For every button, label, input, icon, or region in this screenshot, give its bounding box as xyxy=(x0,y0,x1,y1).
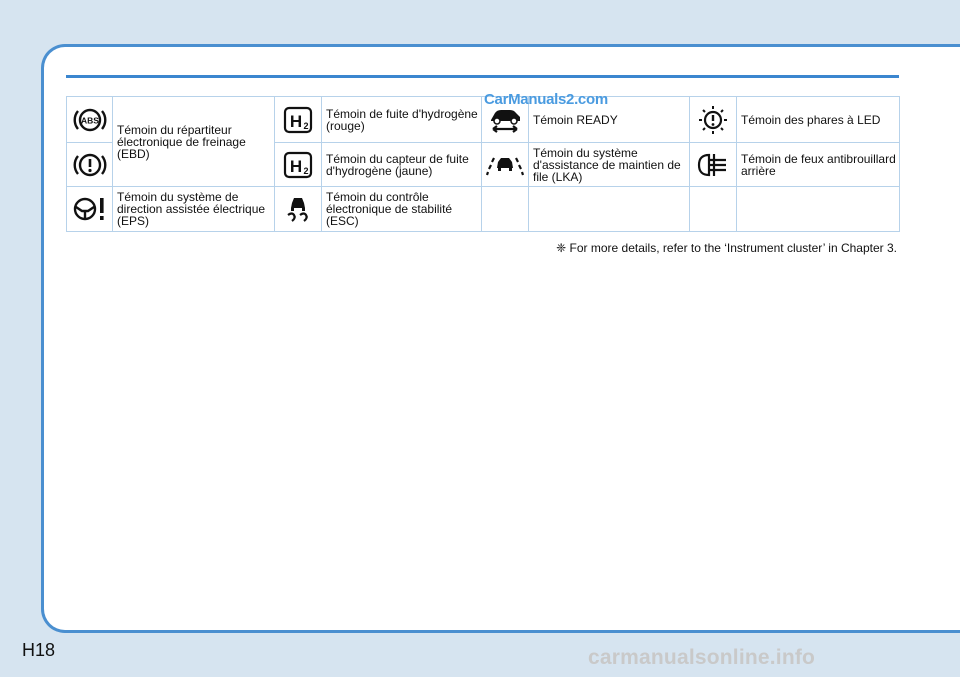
led-headlamp-label: Témoin des phares à LED xyxy=(741,112,881,127)
svg-text:ABS: ABS xyxy=(80,115,99,125)
led-headlamp-label-cell xyxy=(737,97,900,143)
empty-cell xyxy=(690,187,737,232)
lka-cell xyxy=(482,143,529,187)
brake-cell xyxy=(67,143,113,187)
svg-text:H: H xyxy=(289,111,303,131)
svg-text:H: H xyxy=(289,156,303,176)
esc-cell xyxy=(275,187,322,232)
hydrogen-yellow-icon xyxy=(275,150,321,180)
rear-fog-icon xyxy=(690,150,736,180)
esc-label-cell xyxy=(322,187,482,232)
lka-label: Témoin du système d'assistance de maintien de file (LKA) xyxy=(533,145,681,184)
ready-label: Témoin READY xyxy=(533,112,618,127)
hydrogen-red-cell xyxy=(275,97,322,143)
led-headlamp-cell xyxy=(690,97,737,143)
empty-cell xyxy=(737,187,900,232)
brake-warning-icon xyxy=(67,150,112,180)
empty-cell xyxy=(482,187,529,232)
top-rule xyxy=(66,75,899,78)
svg-text:2: 2 xyxy=(303,120,309,131)
empty-cell xyxy=(529,187,690,232)
esc-label: Témoin du contrôle électronique de stabilité (ESC) xyxy=(326,190,453,228)
hydrogen-red-icon xyxy=(275,105,321,135)
watermark-bottom: carmanualsonline.info xyxy=(588,646,816,669)
warning-lamp-table xyxy=(66,96,900,232)
eps-cell xyxy=(67,187,113,232)
rear-fog-label: Témoin de feux antibrouillard arrière xyxy=(741,151,896,178)
hydrogen-yellow-label-cell xyxy=(322,143,482,187)
esc-icon xyxy=(275,193,321,225)
led-headlamp-icon xyxy=(690,104,736,136)
hydrogen-yellow-label: Témoin du capteur de fuite d'hydrogène (jaune) xyxy=(326,151,469,178)
hydrogen-red-label-cell xyxy=(322,97,482,143)
watermark-top: CarManuals2.com xyxy=(484,91,608,108)
eps-label: Témoin du système de direction assistée électrique (EPS) xyxy=(117,190,266,228)
hydrogen-yellow-cell xyxy=(275,143,322,187)
lka-label-cell xyxy=(529,143,690,187)
rear-fog-label-cell xyxy=(737,143,900,187)
ebd-label: Témoin du répartiteur électronique de freinage (EBD) xyxy=(117,122,246,161)
abs-warning-icon xyxy=(67,105,112,135)
rear-fog-cell xyxy=(690,143,737,187)
ebd-label-cell xyxy=(113,97,275,187)
lane-keeping-icon xyxy=(482,150,528,180)
eps-label-cell xyxy=(113,187,275,232)
svg-text:2: 2 xyxy=(303,165,309,176)
eps-warning-icon xyxy=(67,194,112,224)
chapter-reference-note: ❈ For more details, refer to the ‘Instrument cluster’ in Chapter 3. xyxy=(556,241,897,255)
ready-car-icon xyxy=(482,105,528,135)
abs-cell xyxy=(67,97,113,143)
page-number: H18 xyxy=(22,640,56,660)
hydrogen-red-label: Témoin de fuite d'hydrogène (rouge) xyxy=(326,106,478,133)
